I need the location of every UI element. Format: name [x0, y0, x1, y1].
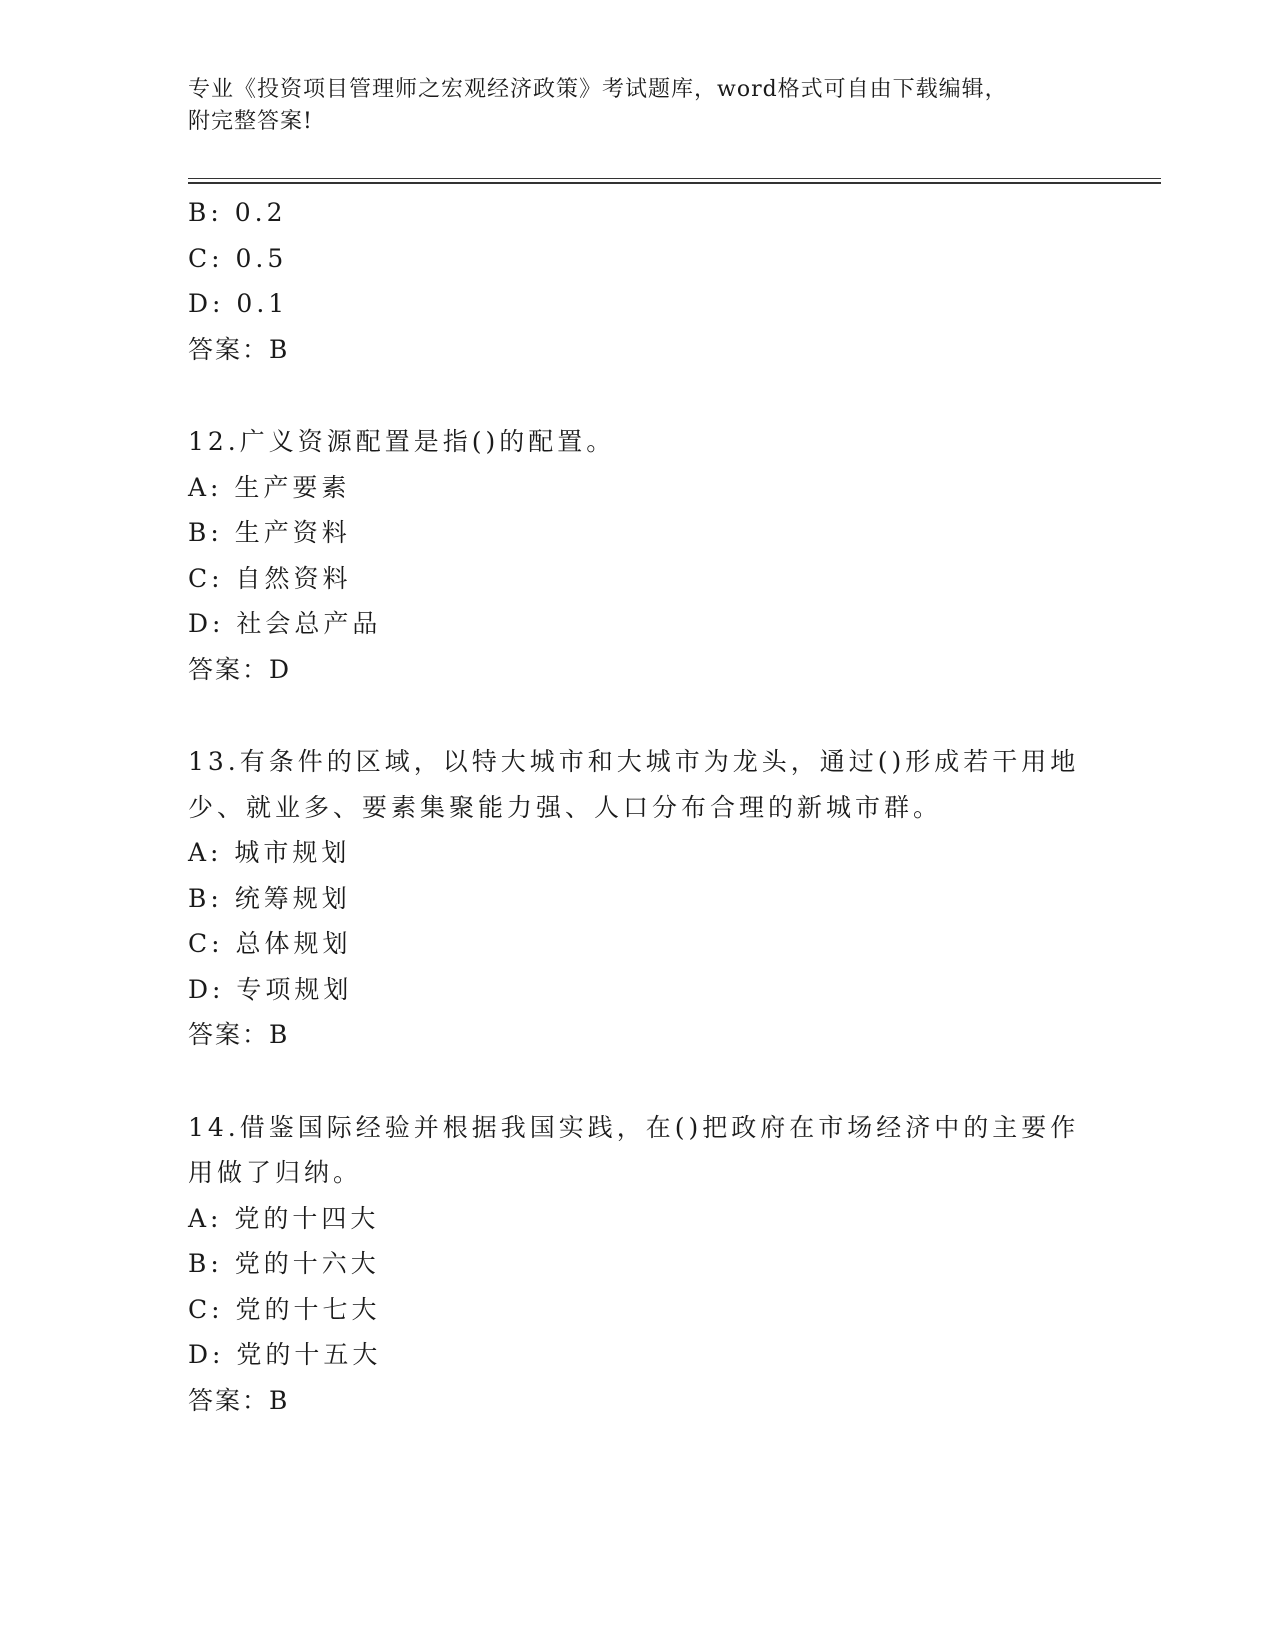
- question-stem-line-2: 少、就业多、要素集聚能力强、人口分布合理的新城市群。: [188, 792, 943, 822]
- page-header: [188, 74, 1088, 138]
- option-d: D: 党的十五大: [188, 1340, 382, 1369]
- question-list: [188, 190, 1088, 1423]
- question-stem-line-1: 13.有条件的区域，以特大城市和大城市为龙头，通过()形成若干用地: [188, 747, 1080, 776]
- option-d: D: 专项规划: [188, 974, 353, 1004]
- answer-line: 答案：B: [188, 1385, 290, 1415]
- option-b: B: 生产资料: [188, 518, 351, 547]
- question-stem-line-1: 14.借鉴国际经验并根据我国实践，在()把政府在市场经济中的主要作: [188, 1112, 1080, 1142]
- option-d: D: 0.1: [188, 289, 289, 318]
- option-a: A: 生产要素: [188, 472, 351, 502]
- option-c: C: 党的十七大: [188, 1294, 381, 1324]
- option-c: C: 总体规划: [188, 929, 352, 958]
- option-c: C: 自然资料: [188, 563, 352, 593]
- option-b: B: 党的十六大: [188, 1249, 380, 1278]
- question-stem-line-2: 用做了归纳。: [188, 1158, 363, 1187]
- question-14: [188, 1105, 1088, 1424]
- question-stem: 12.广义资源配置是指()的配置。: [188, 427, 616, 456]
- answer-line: 答案：D: [188, 654, 292, 684]
- option-a: A: 党的十四大: [188, 1203, 380, 1233]
- option-a: A: 城市规划: [188, 838, 351, 867]
- header-line-1: 专业《投资项目管理师之宏观经济政策》考试题库，word格式可自由下载编辑，: [188, 77, 1008, 102]
- question-13: [188, 739, 1088, 1058]
- answer-line: 答案：B: [188, 1020, 290, 1049]
- question-11-tail: [188, 190, 1088, 372]
- question-12: [188, 419, 1088, 692]
- answer-line: 答案：B: [188, 334, 290, 364]
- header-divider-thick: [188, 182, 1161, 184]
- option-b: B: 0.2: [188, 198, 287, 227]
- option-b: B: 统筹规划: [188, 883, 351, 913]
- option-c: C: 0.5: [188, 243, 288, 273]
- option-d: D: 社会总产品: [188, 609, 382, 638]
- header-line-2: 附完整答案!: [188, 109, 313, 134]
- header-divider-thin: [188, 178, 1161, 179]
